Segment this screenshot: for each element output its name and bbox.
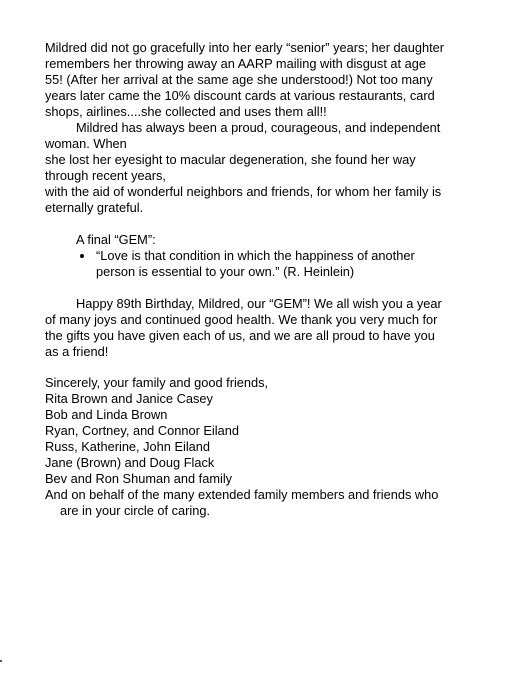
paragraph-2-line-4: through recent years, — [45, 168, 166, 183]
paragraph-2-line-2: woman. When — [45, 136, 127, 151]
paragraph-1-line-4: years later came the 10% discount cards at various restaurants, card — [45, 88, 435, 103]
gem-quote-line-2: person is essential to your own.” (R. Heinlein) — [96, 264, 355, 279]
paragraph-3-line-2: of many joys and continued good health. We thank you very much for — [45, 312, 438, 327]
signatory-2: Bob and Linda Brown — [45, 407, 168, 422]
paragraph-1-line-1: Mildred did not go gracefully into her early “senior” years; her daughter — [45, 40, 445, 55]
gem-quote-line-1: “Love is that condition in which the happiness of another — [96, 248, 415, 263]
paragraph-3-line-4: as a friend! — [45, 344, 109, 359]
final-note-line-2: are in your circle of caring. — [60, 503, 211, 518]
final-note-line-1: And on behalf of the many extended family members and friends who — [45, 487, 439, 502]
paragraph-3-line-3: the gifts you have given each of us, and we are all proud to have you — [45, 328, 435, 343]
paragraph-3-line-1: Happy 89th Birthday, Mildred, our “GEM”! We all wish you a year — [76, 296, 442, 311]
gem-heading: A final “GEM”: — [76, 232, 156, 247]
closing-line: Sincerely, your family and good friends, — [45, 375, 269, 390]
signatory-6: Bev and Ron Shuman and family — [45, 471, 233, 486]
signatory-4: Russ, Katherine, John Eiland — [45, 439, 211, 454]
signatory-3: Ryan, Cortney, and Connor Eiland — [45, 423, 239, 438]
paragraph-2-line-6: eternally grateful. — [45, 200, 144, 215]
signatory-1: Rita Brown and Janice Casey — [45, 391, 213, 406]
paragraph-2-line-1: Mildred has always been a proud, courageous, and independent — [76, 120, 441, 135]
bullet-icon — [80, 254, 84, 258]
paragraph-1-line-3: 55! (After her arrival at the same age she understood!) Not too many — [45, 72, 433, 87]
paragraph-2-line-5: with the aid of wonderful neighbors and friends, for whom her family is — [45, 184, 442, 199]
paragraph-1-line-2: remembers her throwing away an AARP mailing with disgust at age — [45, 56, 427, 71]
paragraph-2-line-3: she lost her eyesight to macular degeneration, she found her way — [45, 152, 416, 167]
paragraph-1-line-5: shops, airlines....she collected and uses them all!! — [45, 104, 327, 119]
signatory-5: Jane (Brown) and Doug Flack — [45, 455, 215, 470]
scan-artifact — [0, 660, 2, 662]
